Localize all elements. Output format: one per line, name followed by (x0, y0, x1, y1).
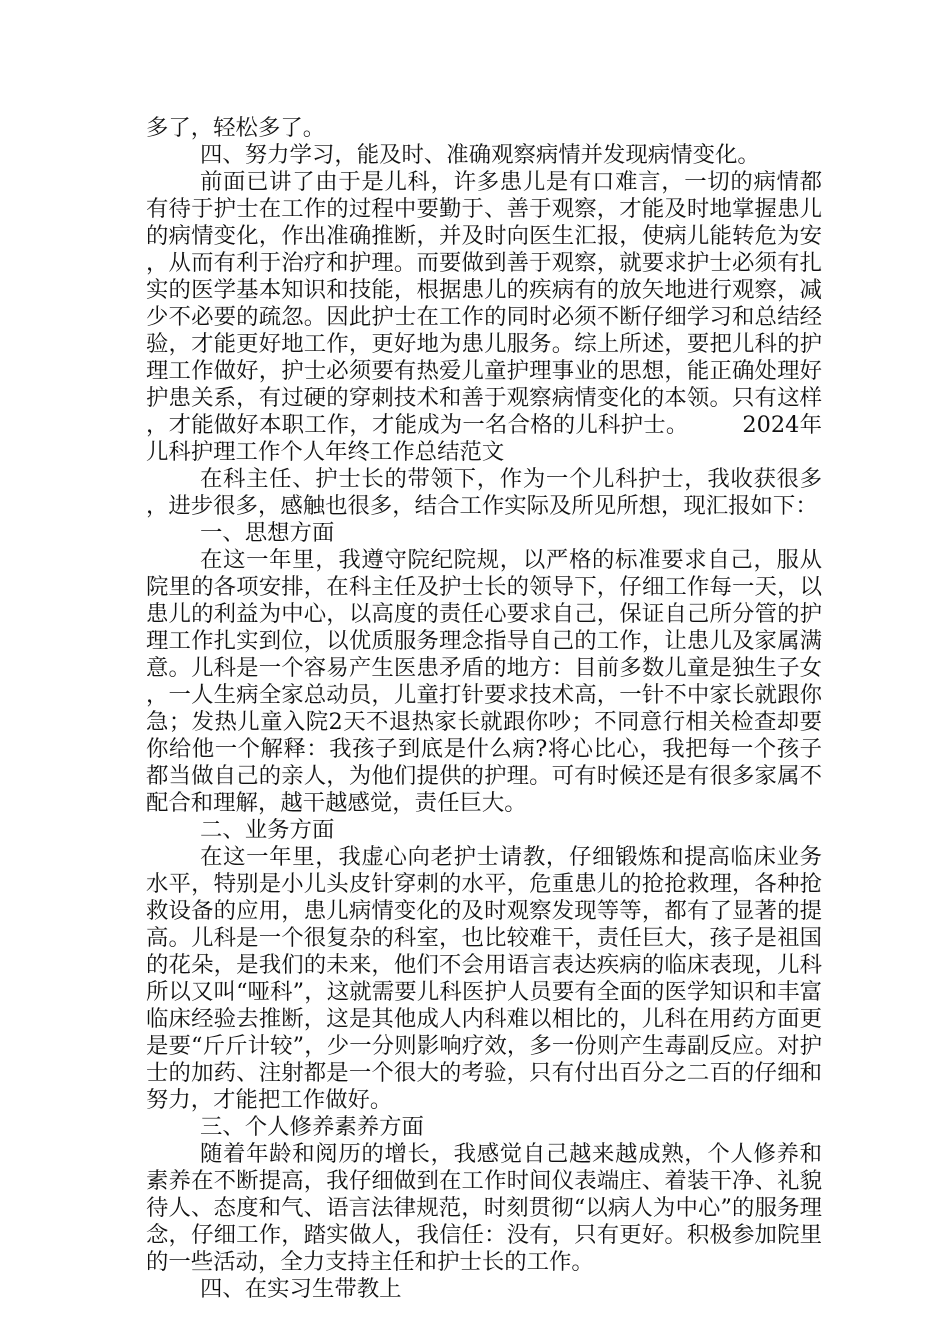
paragraph: 多了，轻松多了。 (146, 115, 326, 141)
paragraph: 在这一年里，我虚心向老护士请教，仔细锻炼和提高临床业务水平，特别是小儿头皮针穿刺的水平，危重患儿的抢抢救理，各种抢救设备的应用，患儿病情变化的及时观察发现等等，都有了显著的提高。儿科是一个很复杂的科室，也比较难干，责任巨大，孩子是祖国的花朵，是我们的未来，他们不会用语言表达疾病的临床表现，儿科所以又叫“哑科”，这就需要儿科医护人员要有全面的医学知识和丰富临床经验去推断，这是其他成人内科难以相比的，儿科在用药方面更是要“斤斤计较”，少一分则影响疗效，多一份则产生毒副反应。对护士的加药、注射都是一个很大的考验，只有付出百分之二百的仔细和努力，才能把工作做好。 (146, 844, 822, 1113)
section-heading: 四、在实习生带教上 (200, 1276, 402, 1302)
document-title: 2024年儿科护理工作个人年终工作总结范文 (146, 412, 823, 465)
paragraph: 随着年龄和阅历的增长，我感觉自己越来越成熟，个人修养和素养在不断提高，我仔细做到在工作时间仪表端庄、着装干净、礼貌待人、态度和气、语言法律规范，时刻贯彻“以病人为中心”的服务理念，仔细工作，踏实做人，我信任：没有，只有更好。积极参加院里的一些活动，全力支持主任和护士长的工作。 (146, 1141, 822, 1275)
paragraph (146, 169, 822, 466)
paragraph: 在科主任、护士长的带领下，作为一个儿科护士，我收获很多，进步很多，感触也很多，结合工作实际及所见所想，现汇报如下： (146, 466, 822, 519)
section-heading: 三、个人修养素养方面 (200, 1114, 424, 1140)
paragraph: 在这一年里，我遵守院纪院规，以严格的标准要求自己，服从院里的各项安排，在科主任及护士长的领导下，仔细工作每一天，以患儿的利益为中心，以高度的责任心要求自己，保证自己所分管的护理工作扎实到位，以优质服务理念指导自己的工作，让患儿及家属满意。儿科是一个容易产生医患矛盾的地方：目前多数儿童是独生子女，一人生病全家总动员，儿童打针要求技术高，一针不中家长就跟你急；发热儿童入院2天不退热家长就跟你吵；不同意行相关检查却要你给他一个解释：我孩子到底是什么病?将心比心，我把每一个孩子都当做自己的亲人，为他们提供的护理。可有时候还是有很多家属不配合和理解，越干越感觉，责任巨大。 (146, 547, 822, 816)
paragraph-text: 前面已讲了由于是儿科，许多患儿是有口难言，一切的病情都有待于护士在工作的过程中要勤于、善于观察，才能及时地掌握患儿的病情变化，作出准确推断，并及时向医生汇报，使病儿能转危为安，从而有利于治疗和护理。而要做到善于观察，就要求护士必须有扎实的医学基本知识和技能，根据患儿的疾病有的放矢地进行观察，减少不必要的疏忽。因此护士在工作的同时必须不断仔细学习和总结经验，才能更好地工作，更好地为患儿服务。综上所述，要把儿科的护理工作做好，护士必须要有热爱儿童护理事业的思想，能正确处理好护患关系，有过硬的穿刺技术和善于观察病情变化的本领。只有这样，才能做好本职工作，才能成为一名合格的儿科护士。 (146, 169, 822, 438)
section-heading: 二、业务方面 (200, 817, 335, 843)
section-heading: 一、思想方面 (200, 520, 335, 546)
section-heading: 四、努力学习，能及时、准确观察病情并发现病情变化。 (200, 142, 760, 168)
document-page (146, 115, 822, 1303)
